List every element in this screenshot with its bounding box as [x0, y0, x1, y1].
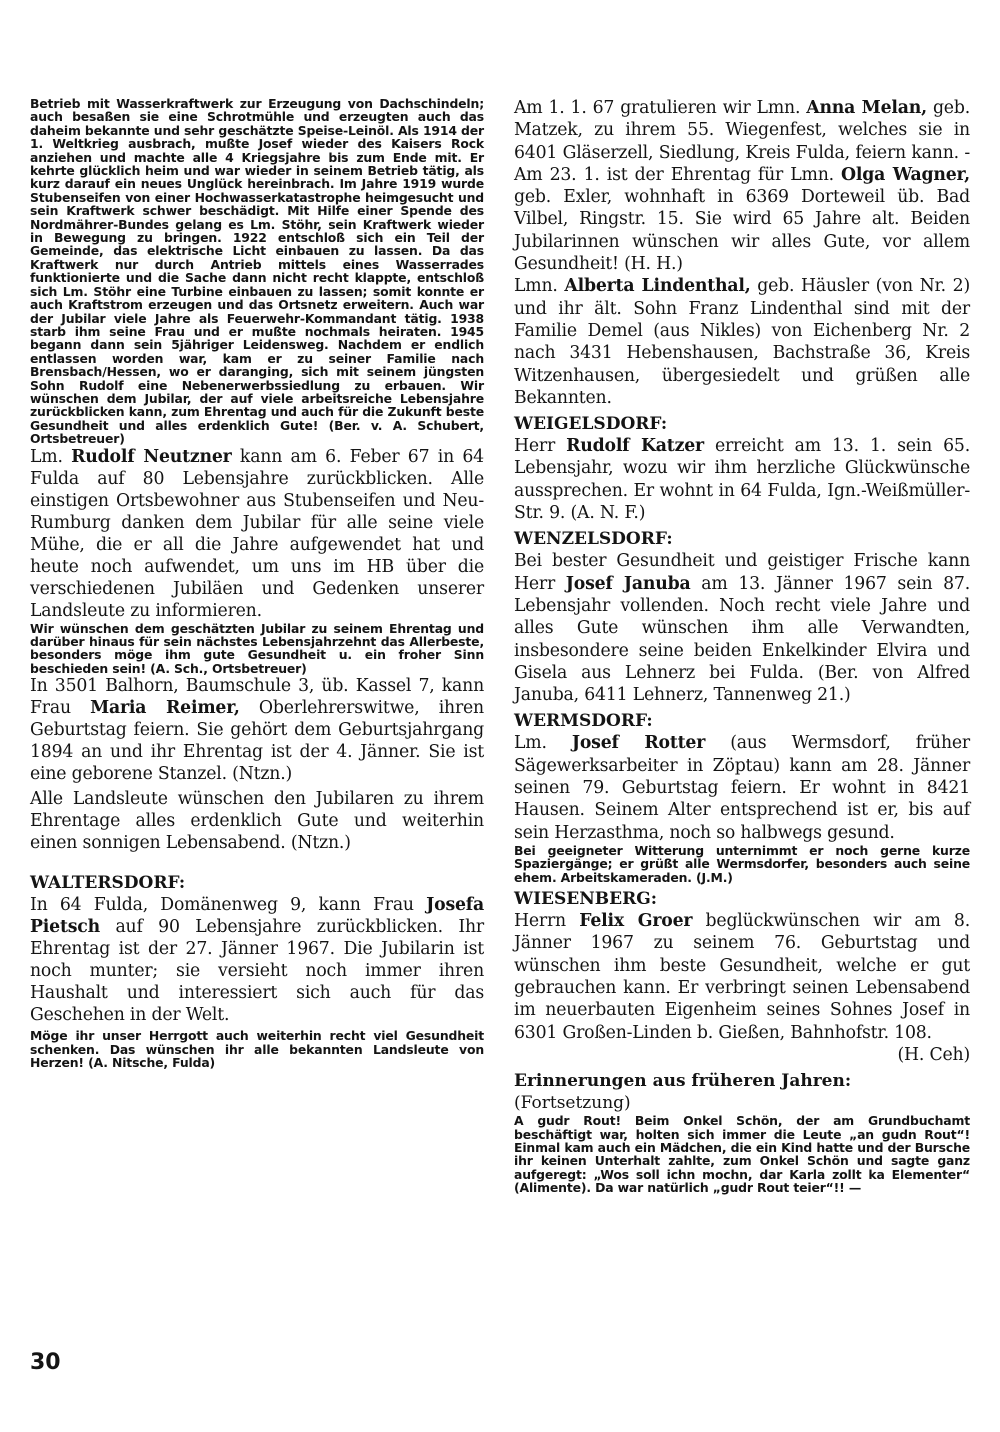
rotter-entry: Lm. Josef Rotter (aus Wermsdorf, früher Sägewerksarbeiter in Zöptau) kann am 28. Jänner seinen 79. Geburtstag feiern. Er wohnt in 8421 Hausen. Seinem Alter entsprechend ist er, bis auf sein Herzasthma, noch so halbwegs gesund. [514, 733, 970, 843]
lindenthal-entry: Lmn. Alberta Lindenthal, geb. Häusler (von Nr. 2) und ihr ält. Sohn Franz Lindenthal sind mit der Familie Demel (aus Nikles) von Eichenberg Nr. 2 nach 3431 Hebenshausen, Bachstraße 36, Kreis Witzenhausen, übergesiedelt und grüßen alle Bekannten. [514, 276, 970, 408]
katzer-entry: Herr Rudolf Katzer erreicht am 13. 1. sein 65. Lebensjahr, wozu wir ihm herzliche Glückwünsche aussprechen. Er wohnt in 64 Fulda, Ign.-Weißmüller-Str. 9. (A. N. F.) [514, 436, 970, 524]
stubenseifen-continued-text: Betrieb mit Wasserkraftwerk zur Erzeugung von Dachschindeln; auch besaßen sie eine Schrotmühle und erzeugten auch das daheim bekannte und sehr geschätzte Speise-Leinöl. Als 1914 der 1. Weltkrieg ausbrach, mußte Josef wieder des Kaisers Rock anziehen und machte alle 4 Kriegsjahre bis zum Ende mit. Er kehrte glücklich heim und war wieder in seinem Betrieb tätig, als kurz darauf ein neues Unglück hereinbrach. Im Jahre 1919 wurde Stubenseifen von einer Hochwasserkatastrophe heimgesucht und sein Kraftwerk schwer beschädigt. Mit Hilfe einer Spende des Nordmährer-Bundes gelang es Lm. Stöhr, sein Kraftwerk wieder in Bewegung zu bringen. 1922 entschloß sich ein Teil der Gemeinde, das elektrische Licht einbauen zu lassen. Da das Kraftwerk nur durch Antrieb mittels eines Wasserrades funktionierte und die Sache dann nicht recht klappte, entschloß sich Lm. Stöhr eine Turbine einbauen zu lassen; somit konnte er auch Kraftstrom erzeugen und das Ortsnetz erweitern. Auch war der Jubilar viele Jahre als Feuerwehr-Kommandant tätig. 1938 starb ihm seine Frau und er mußte nochmals heiraten. 1945 begann dann sein 5jähriger Leidensweg. Nachdem er endlich entlassen worden war, kam er zu seiner Familie nach Brensbach/Hessen, wo er daranging, sich mit seinem jüngsten Sohn Rudolf eine Nebenerwerbssiedlung zu erbauen. Wir wünschen dem Jubilar, der auf viele arbeitsreiche Lebensjahre zurückblicken kann, zum Ehrentag und auch für die Zukunft beste Gesundheit und alles erdenklich Gute! (Ber. v. A. Schubert, Ortsbetreuer) [30, 96, 484, 447]
name-josef-rotter: Josef Rotter [571, 733, 706, 754]
right-column [514, 97, 970, 1195]
left-column [30, 97, 484, 1069]
name-olga-wagner: Olga Wagner, [841, 164, 970, 185]
subheading-fortsetzung: (Fortsetzung) [514, 1093, 631, 1114]
name-rudolf-katzer: Rudolf Katzer [566, 436, 704, 457]
name-rudolf-neutzner: Rudolf Neutzner [71, 446, 232, 467]
general-wishes: Alle Landsleute wünschen den Jubilaren zu ihrem Ehrentage alles erdenklich Gute und weiterhin einen sonnigen Lebensabend. (Ntzn.) [30, 789, 484, 854]
heading-wiesenberg: WIESENBERG: [514, 889, 658, 910]
heading-wenzelsdorf: WENZELSDORF: [514, 529, 673, 550]
page-number: 30 [30, 1350, 61, 1375]
pietsch-entry: In 64 Fulda, Domänenweg 9, kann Frau Josefa Pietsch auf 90 Lebensjahre zurückblicken. Ihr Ehrentag ist der 27. Jänner 1967. Die Jubilarin ist noch munter; sie versieht noch immer ihren Haushalt und interessiert sich auch für das Geschehen in der Welt. [30, 895, 484, 1026]
heading-weigelsdorf: WEIGELSDORF: [514, 414, 668, 435]
melan-wagner-entry: Am 1. 1. 67 gratulieren wir Lmn. Anna Melan, geb. Matzek, zu ihrem 55. Wiegenfest, welches sie in 6401 Gläserzell, Siedlung, Kreis Fulda, feiern kann. - Am 23. 1. ist der Ehrentag für Lmn. Olga Wagner, geb. Exler, wohnhaft in 6369 Dorteweil üb. Bad Vilbel, Ringstr. 15. Sie wird 65 Jahre alt. Beiden Jubilarinnen wünschen wir alles Gute, vor allem Gesundheit! (H. H.) [514, 98, 970, 275]
name-felix-groer: Felix Groer [579, 911, 693, 932]
groer-entry: Herrn Felix Groer beglückwünschen wir am 8. Jänner 1967 zu seinem 76. Geburtstag und wünschen ihm beste Gesundheit, welche er gut gebrauchen kann. Er verbringt seinen Lebensabend im neuerbauten Eigenheim seines Sohnes Josef in 6301 Großen-Linden b. Gießen, Bahnhofstr. 108. [514, 911, 970, 1043]
name-josef-januba: Josef Januba [565, 573, 691, 594]
gudr-rout-story: A gudr Rout! Beim Onkel Schön, der am Grundbuchamt beschäftigt war, holten sich immer die Leute „an gudn Rout“! Einmal kam auch ein Mädchen, die ein Kind hatte und der Bursche ihr keinen Unterhalt zahlte, zum Onkel Schön und sagte ganz aufgeregt: „Wos soll ichn mochn, dar Karla zollt ka Elementer“ (Alimente). Da war natürlich „gudr Rout teier“!! — [514, 1113, 970, 1196]
neutzner-wishes: Wir wünschen dem geschätzten Jubilar zu seinem Ehrentag und darüber hinaus für sein nächstes Lebensjahrzehnt das Allerbeste, besonders möge ihm gute Gesundheit u. ein froher Sinn beschieden sein! (A. Sch., Ortsbetreuer) [30, 620, 484, 676]
name-maria-reimer: Maria Reimer, [90, 698, 240, 719]
reimer-entry: In 3501 Balhorn, Baumschule 3, üb. Kassel 7, kann Frau Maria Reimer, Oberlehrerswitwe, ihren Geburtstag feiern. Sie gehört dem Geburtsjahrgang 1894 an und ihr Ehrentag ist der 4. Jänner. Sie ist eine geborene Stanzel. (Ntzn.) [30, 676, 484, 785]
heading-wermsdorf: WERMSDORF: [514, 711, 653, 732]
name-anna-melan: Anna Melan, [806, 98, 927, 118]
rotter-wishes: Bei geeigneter Witterung unternimmt er noch gerne kurze Spaziergänge; er grüßt alle Wermsdorfer, besonders auch seine ehem. Arbeitskameraden. (J.M.) [514, 842, 970, 885]
heading-erinnerungen: Erinnerungen aus früheren Jahren: [514, 1071, 852, 1092]
name-josefa-pietsch: Josefa Pietsch [30, 895, 484, 938]
story-title: A gudr Rout! [514, 1113, 621, 1129]
pietsch-wishes: Möge ihr unser Herrgott auch weiterhin recht viel Gesundheit schenken. Das wünschen ihr alle bekannten Landsleute von Herzen! (A. Nitsche, Fulda) [30, 1028, 484, 1070]
name-alberta-lindenthal: Alberta Lindenthal, [564, 276, 751, 297]
neutzner-entry: Lm. Rudolf Neutzner kann am 6. Feber 67 in 64 Fulda auf 80 Lebensjahre zurückblicken. Alle einstigen Ortsbewohner aus Stubenseifen und Neu-Rumburg danken dem Jubilar für alle seine viele Mühe, die er all die Jahre aufgewendet hat und heute noch aufwendet, um uns im HB über die verschiedenen Jubiläen und Gedenken unserer Landsleute zu informieren. [30, 446, 484, 621]
heading-waltersdorf: WALTERSDORF: [30, 873, 186, 894]
januba-entry: Bei bester Gesundheit und geistiger Frische kann Herr Josef Januba am 13. Jänner 1967 sein 87. Lebensjahr vollenden. Noch recht viele Jahre und alles Gute wünschen ihm alle Verwandten, insbesondere seine beiden Enkelkinder Elvira und Gisela aus Lehnerz bei Fulda. (Ber. von Alfred Januba, 6411 Lehnerz, Tannenweg 21.) [514, 551, 971, 706]
groer-signature: (H. Ceh) [897, 1044, 970, 1065]
